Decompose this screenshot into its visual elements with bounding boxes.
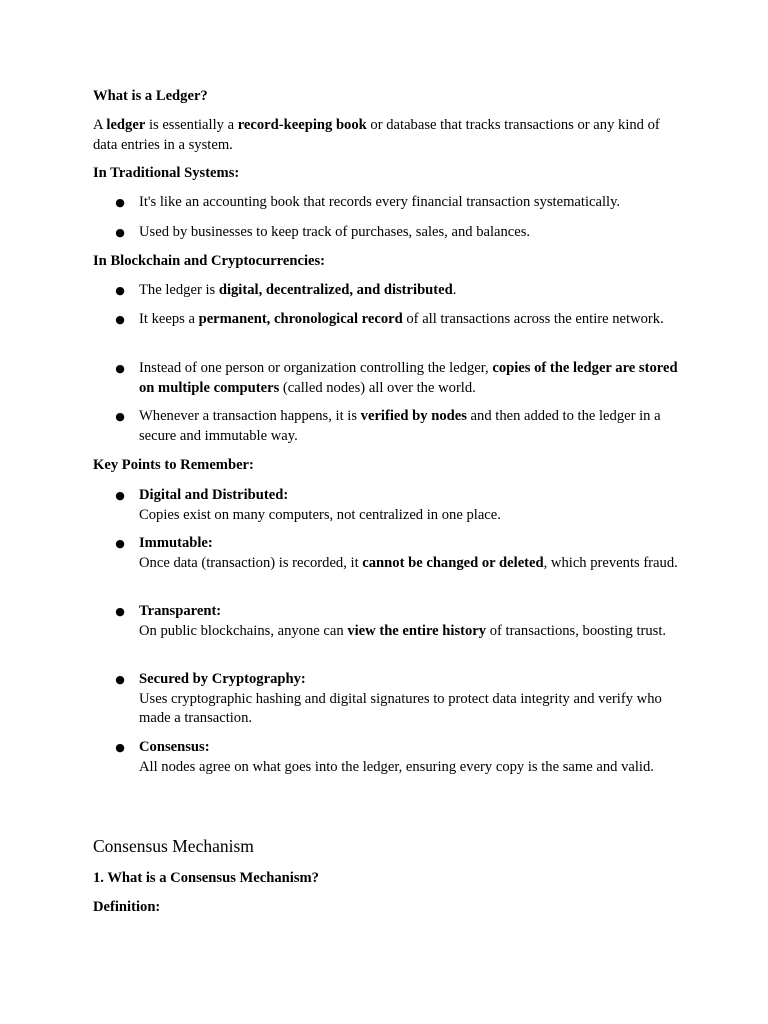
list-item: ● Whenever a transaction happens, it is verified by nodes and then added to the ledger in a secure and immutable way.: [115, 408, 661, 444]
bullet-icon: ●: [115, 741, 125, 754]
consensus-heading: Consensus Mechanism: [93, 836, 254, 856]
bullet-icon: ●: [115, 284, 125, 297]
ledger-heading: What is a Ledger?: [93, 88, 208, 104]
traditional-heading: In Traditional Systems:: [93, 165, 240, 181]
consensus-subheading: 1. What is a Consensus Mechanism?: [93, 870, 319, 886]
bullet-icon: ●: [115, 673, 125, 686]
bullet-icon: ●: [115, 362, 125, 375]
bullet-icon: ●: [115, 489, 125, 502]
list-item: ● Instead of one person or organization controlling the ledger, copies of the ledger are stored on multiple computers (called nodes) all over the world.: [115, 360, 678, 396]
list-item: ● Digital and Distributed: Copies exist on many computers, not centralized in one place.: [115, 487, 501, 523]
blockchain-heading: In Blockchain and Cryptocurrencies:: [93, 253, 326, 269]
list-item: ● Transparent: On public blockchains, anyone can view the entire history of transactions, boosting trust.: [115, 603, 667, 639]
bullet-icon: ●: [115, 226, 125, 239]
list-item: ● Secured by Cryptography: Uses cryptographic hashing and digital signatures to protect data integrity and verify who made a transaction.: [115, 671, 662, 726]
list-item: ● Consensus: All nodes agree on what goes into the ledger, ensuring every copy is the same and valid.: [115, 739, 654, 775]
ledger-intro: A ledger is essentially a record-keeping book or database that tracks transactions or any kind of data entries in a system.: [93, 117, 660, 153]
list-item: ● It's like an accounting book that records every financial transaction systematically.: [139, 193, 679, 213]
bullet-icon: ●: [115, 605, 125, 618]
bullet-icon: ●: [115, 196, 125, 209]
definition-label: Definition:: [93, 899, 161, 915]
keypoints-heading: Key Points to Remember:: [93, 457, 254, 473]
list-item: ● Used by businesses to keep track of purchases, sales, and balances.: [139, 223, 679, 243]
bullet-icon: ●: [115, 537, 125, 550]
list-item: ● Immutable: Once data (transaction) is recorded, it cannot be changed or deleted, which prevents fraud.: [115, 535, 678, 571]
list-item: ● It keeps a permanent, chronological record of all transactions across the entire network.: [139, 310, 679, 330]
list-item: ● The ledger is digital, decentralized, and distributed.: [139, 281, 679, 301]
bullet-icon: ●: [115, 410, 125, 423]
bullet-icon: ●: [115, 313, 125, 326]
